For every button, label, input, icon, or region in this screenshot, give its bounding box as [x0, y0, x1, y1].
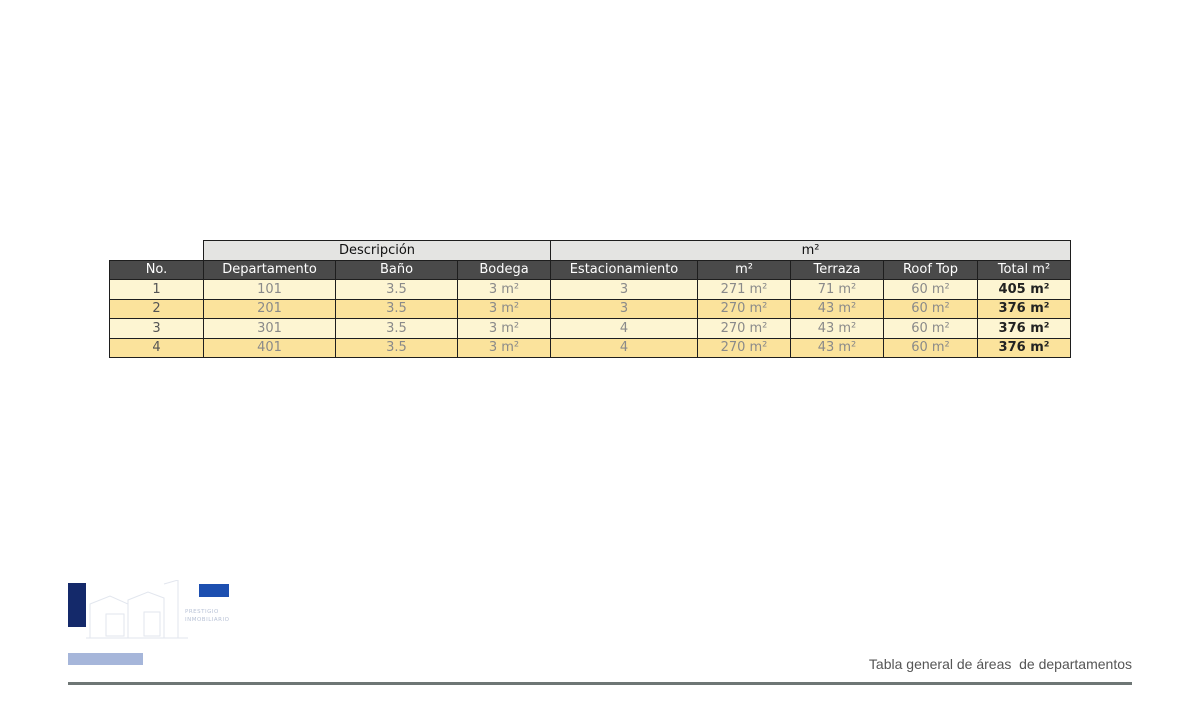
company-logo: [68, 580, 268, 670]
column-header-departamento: Departamento: [204, 260, 336, 280]
cell-estacionamiento: 4: [551, 319, 698, 339]
cell-departamento: 301: [204, 319, 336, 339]
cell-bano: 3.5: [336, 299, 458, 319]
cell-bano: 3.5: [336, 319, 458, 339]
cell-estacionamiento: 4: [551, 338, 698, 358]
column-header-no: No.: [110, 260, 204, 280]
cell-bano: 3.5: [336, 338, 458, 358]
cell-terraza: 43 m²: [791, 319, 884, 339]
column-header-estacionamiento: Estacionamiento: [551, 260, 698, 280]
footer-divider: [68, 682, 1132, 685]
cell-roof-top: 60 m²: [884, 319, 978, 339]
logo-text-line2: INMOBILIARIO: [185, 617, 230, 623]
column-header-bano: Baño: [336, 260, 458, 280]
cell-departamento: 401: [204, 338, 336, 358]
areas-table: [109, 240, 1071, 358]
table-row: [110, 280, 1071, 300]
logo-blue-bar: [199, 584, 229, 597]
column-header-total: Total m²: [978, 260, 1071, 280]
column-header-terraza: Terraza: [791, 260, 884, 280]
logo-light-bar: [68, 653, 143, 665]
cell-estacionamiento: 3: [551, 299, 698, 319]
cell-total: 376 m²: [978, 319, 1071, 339]
cell-departamento: 201: [204, 299, 336, 319]
cell-no: 4: [110, 338, 204, 358]
group-header-descripcion: Descripción: [204, 241, 551, 261]
cell-m2: 270 m²: [698, 299, 791, 319]
cell-roof-top: 60 m²: [884, 280, 978, 300]
blank-header-cell: [110, 241, 204, 261]
cell-terraza: 43 m²: [791, 338, 884, 358]
cell-m2: 271 m²: [698, 280, 791, 300]
logo-house-icon: [82, 580, 192, 642]
column-header-roof-top: Roof Top: [884, 260, 978, 280]
column-header-row: [110, 260, 1071, 280]
footer-caption: Tabla general de áreas de departamentos: [868, 656, 1132, 672]
cell-total: 376 m²: [978, 338, 1071, 358]
cell-bodega: 3 m²: [458, 338, 551, 358]
cell-roof-top: 60 m²: [884, 338, 978, 358]
cell-roof-top: 60 m²: [884, 299, 978, 319]
cell-m2: 270 m²: [698, 338, 791, 358]
table-row: [110, 299, 1071, 319]
logo-wordmark: [185, 608, 229, 624]
logo-text-line1: PRESTIGIO: [185, 609, 219, 615]
cell-estacionamiento: 3: [551, 280, 698, 300]
column-header-m2: m²: [698, 260, 791, 280]
cell-bano: 3.5: [336, 280, 458, 300]
column-header-bodega: Bodega: [458, 260, 551, 280]
cell-m2: 270 m²: [698, 319, 791, 339]
cell-total: 376 m²: [978, 299, 1071, 319]
cell-bodega: 3 m²: [458, 280, 551, 300]
cell-terraza: 71 m²: [791, 280, 884, 300]
group-header-row: [110, 241, 1071, 261]
table-row: [110, 338, 1071, 358]
cell-no: 3: [110, 319, 204, 339]
table-row: [110, 319, 1071, 339]
cell-bodega: 3 m²: [458, 299, 551, 319]
cell-total: 405 m²: [978, 280, 1071, 300]
cell-departamento: 101: [204, 280, 336, 300]
cell-terraza: 43 m²: [791, 299, 884, 319]
group-header-m2: m²: [551, 241, 1071, 261]
cell-no: 1: [110, 280, 204, 300]
cell-no: 2: [110, 299, 204, 319]
cell-bodega: 3 m²: [458, 319, 551, 339]
